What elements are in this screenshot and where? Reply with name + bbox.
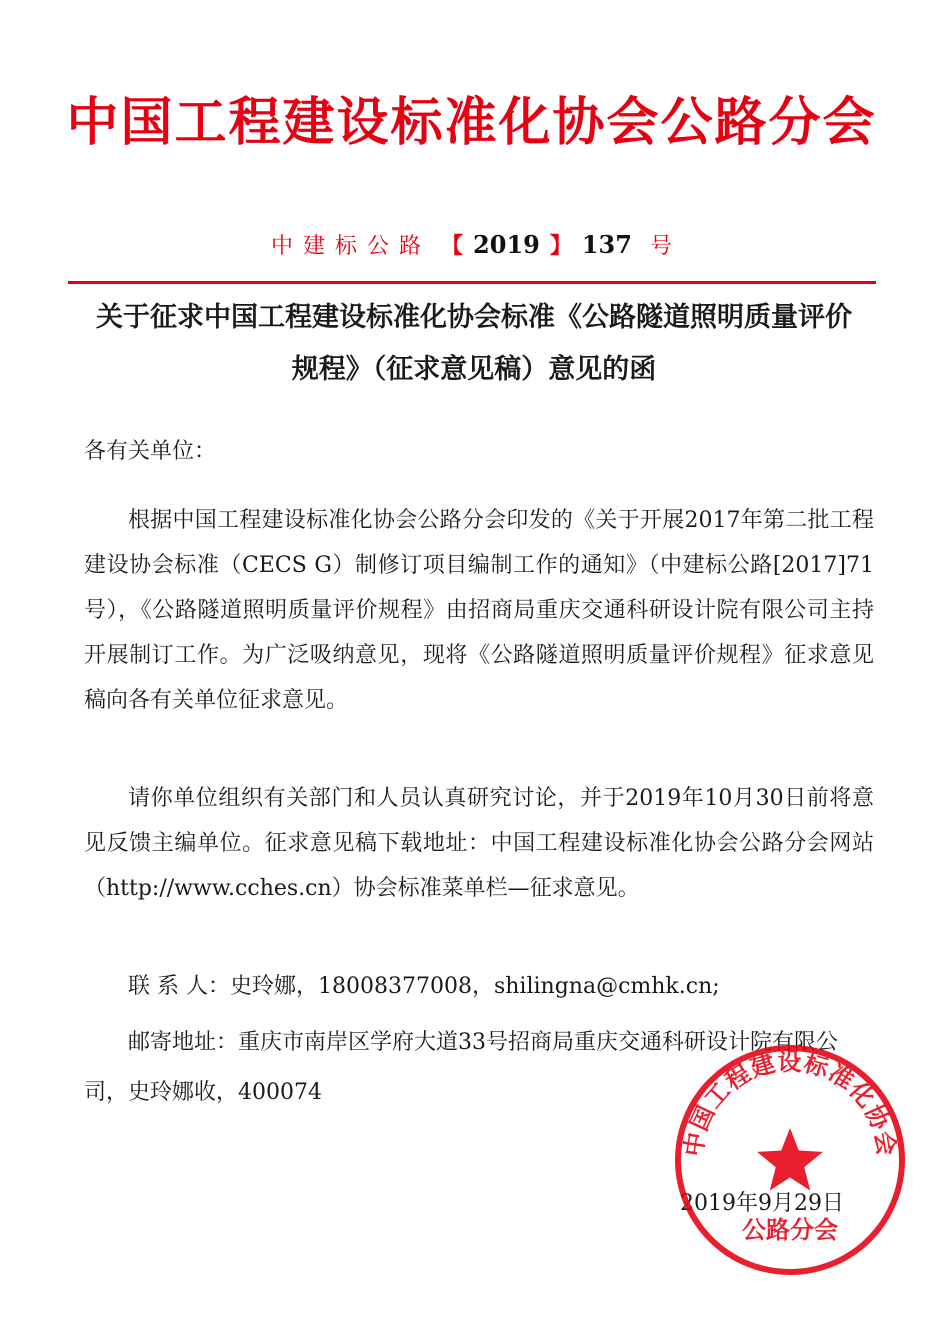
letter-title-line-1: 关于征求中国工程建设标准化协会标准《公路隧道照明质量评价 — [96, 302, 852, 333]
bracket-close: 】 — [549, 233, 572, 259]
doc-prefix: 中建标公路 — [271, 234, 432, 259]
doc-serial-number: 137 — [581, 230, 632, 259]
bracket-open: 【 — [441, 233, 464, 259]
seal-inner-text: 公路分会 — [742, 1216, 838, 1244]
salutation: 各有关单位： — [84, 439, 217, 464]
document-number — [0, 228, 943, 264]
body-paragraph-2: 请你单位组织有关部门和人员认真研究讨论，并于2019年10月30日前将意见反馈主编单位。征求意见稿下载地址：中国工程建设标准化协会公路分会网站（http://www.cches.cn）协会标准菜单栏—征求意见。 — [84, 786, 874, 901]
address-label: 邮寄地址： — [128, 1030, 239, 1055]
red-divider-line — [68, 281, 876, 284]
doc-year: 2019 — [473, 230, 540, 259]
seal-arc-text: 中国工程建设标准化协会 — [679, 1048, 901, 1159]
official-seal — [670, 1040, 910, 1280]
doc-suffix: 号 — [649, 234, 672, 259]
issue-date: 2019年9月29日 — [680, 1191, 844, 1216]
contact-line — [84, 964, 874, 1009]
star-icon — [757, 1128, 823, 1191]
body-paragraph-1: 根据中国工程建设标准化协会公路分会印发的《关于开展2017年第二批工程建设协会标准（CECS G）制修订项目编制工作的通知》（中建标公路[2017]71号），《公路隧道照明质量评价规程》由招商局重庆交通科研设计院有限公司主持开展制订工作。为广泛吸纳意见，现将《公路隧道照明质量评价规程》征求意见稿向各有关单位征求意见。 — [84, 508, 874, 713]
contact-value: 史玲娜，18008377008，shilingna@cmhk.cn; — [230, 974, 720, 999]
letter-title — [74, 292, 874, 396]
contact-label: 联 系 人： — [128, 974, 230, 999]
letter-title-line-2: 规程》（征求意见稿）意见的函 — [291, 354, 657, 385]
organization-title: 中国工程建设标准化协会公路分会 — [66, 93, 877, 153]
address-value: 重庆市南岸区学府大道33号招商局重庆交通科研设计院有限公司，史玲娜收，400074 — [84, 1030, 839, 1105]
